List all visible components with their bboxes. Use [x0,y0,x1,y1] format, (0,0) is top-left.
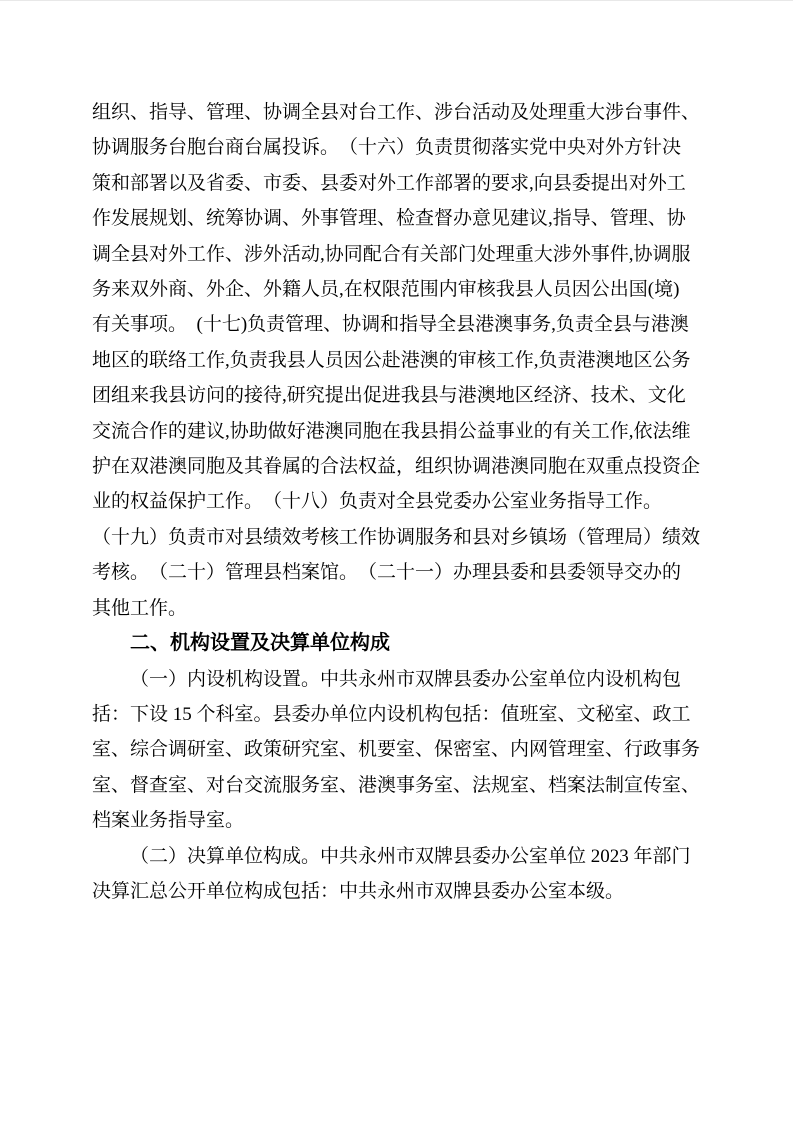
paragraph-line: 考核。 （二十）管理县档案馆。 （二十一）办理县委和县委领导交办的 [92,562,682,584]
paragraph-line: 括：下设 15 个科室。县委办单位内设机构包括：值班室、文秘室、政工 [92,703,691,725]
paragraph-line: 档案业务指导室。 [92,810,245,832]
paragraph-line: （二）决算单位构成。中共永州市双牌县委办公室单位 2023 年部门 [130,845,691,867]
paragraph-line: 业的权益保护工作。 （十八）负责对全县党委办公室业务指导工作。 [92,491,663,513]
text-block [92,95,712,909]
paragraph-line: （十九）负责市对县绩效考核工作协调服务和县对乡镇场（管理局）绩效 [92,526,701,548]
paragraph-line: 其他工作。 [92,597,188,619]
paragraph-line: 室、综合调研室、政策研究室、机要室、保密室、内网管理室、行政事务 [92,739,701,761]
paragraph-line: 务来双外商、外企、外籍人员,在权限范围内审核我县人员因公出国(境) [92,279,680,301]
paragraph-line: 策和部署以及省委、市委、县委对外工作部署的要求,向县委提出对外工 [92,172,686,194]
section-heading: 二、机构设置及决算单位构成 [130,632,390,655]
paragraph-line: 组织、指导、管理、协调全县对台工作、涉台活动及处理重大涉台事件、 [92,102,701,123]
paragraph-line: 室、督查室、对台交流服务室、港澳事务室、法规室、档案法制宣传室、 [92,774,701,796]
paragraph-line: 协调服务台胞台商台属投诉。 （十六）负责贯彻落实党中央对外方针决 [92,137,682,159]
paragraph-line: 决算汇总公开单位构成包括：中共永州市双牌县委办公室本级。 [92,880,625,902]
paragraph-line: 调全县对外工作、涉外活动,协同配合有关部门处理重大涉外事件,协调服 [92,243,691,265]
paragraph-line: 有关事项。 (十七)负责管理、协调和指导全县港澳事务,负责全县与港澳 [92,314,689,336]
paragraph-line: 团组来我县访问的接待,研究提出促进我县与港澳地区经济、技术、文化 [92,385,686,407]
paragraph-line: 护在双港澳同胞及其眷属的合法权益，组织协调港澳同胞在双重点投资企 [92,456,701,478]
paragraph-line: 交流合作的建议,协助做好港澳同胞在我县捐公益事业的有关工作,依法维 [92,420,691,442]
paragraph-line: （一）内设机构设置。中共永州市双牌县委办公室单位内设机构包 [130,668,682,690]
paragraph-line: 地区的联络工作,负责我县人员因公赴港澳的审核工作,负责港澳地区公务 [92,349,691,371]
paragraph-line: 作发展规划、统筹协调、外事管理、检查督办意见建议,指导、管理、协 [92,208,686,230]
